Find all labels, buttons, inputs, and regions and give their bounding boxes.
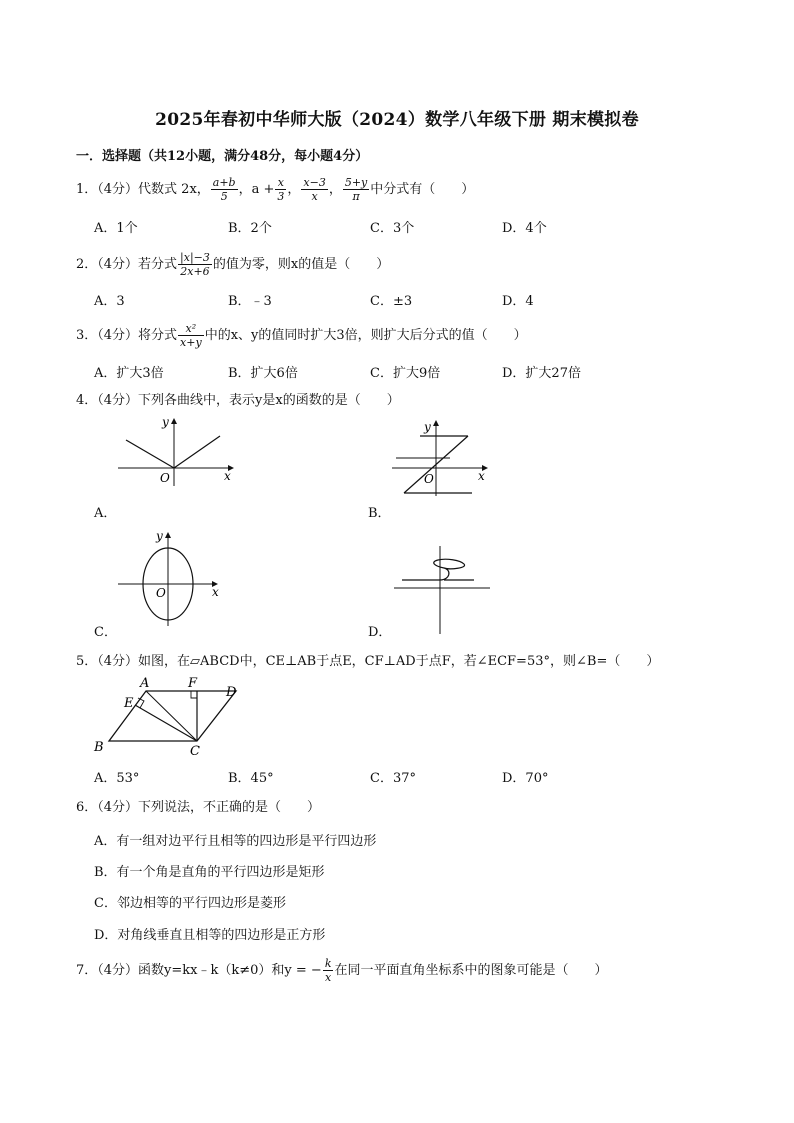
q1-prefix: 1．（4分）代数式 2x，	[76, 182, 210, 197]
q4-option-b[interactable]: B．	[368, 506, 391, 521]
q5-options	[94, 767, 694, 785]
q1-option-d[interactable]: D．4个	[502, 221, 547, 236]
q5-option-c[interactable]: C．37°	[370, 771, 416, 786]
q3-fraction-1: $\frac{\text{x²}}{x+y}$	[180, 322, 202, 349]
q1-suffix: 中分式有（ ）	[370, 182, 475, 197]
origin-label: O	[160, 471, 170, 485]
q4-graph-d	[390, 540, 500, 636]
q7-prefix: 7．（4分）函数y=kx﹣k（k≠0）和y = −	[76, 963, 322, 978]
question-3	[76, 322, 527, 349]
q4-graph-a	[112, 414, 242, 488]
q2-option-c[interactable]: C．±3	[370, 294, 413, 309]
q5-parallelogram-figure	[90, 675, 250, 761]
q2-option-d[interactable]: D．4	[502, 294, 534, 309]
q7-fraction-1: $\frac{k}{x}$	[324, 957, 332, 984]
q1-fraction-1: $\frac{a+b}{5}$	[212, 176, 236, 203]
origin-label: O	[156, 586, 166, 600]
q1-options	[94, 217, 694, 235]
axis-x-label: x	[224, 469, 231, 483]
page-title: 2025年春初中华师大版（2024）数学八年级下册 期末模拟卷	[155, 110, 639, 130]
point-b-label: B	[94, 740, 104, 755]
q6-option-d[interactable]: D．对角线垂直且相等的四边形是正方形	[94, 928, 326, 943]
q6-option-a[interactable]: A．有一组对边平行且相等的四边形是平行四边形	[94, 834, 377, 849]
q3-prefix: 3．（4分）将分式	[76, 328, 178, 343]
q4-graph-b	[390, 414, 500, 500]
q5-option-a[interactable]: A．53°	[94, 771, 140, 786]
question-5: 5．（4分）如图，在▱ABCD中，CE⊥AB于点E，CF⊥AD于点F，若∠ECF=53°，则∠B=（ ）	[76, 654, 660, 669]
axis-x-label: x	[212, 585, 219, 599]
axis-y-label: y	[424, 420, 431, 434]
q5-option-b[interactable]: B．45°	[228, 771, 274, 786]
q4-option-d[interactable]: D．	[368, 625, 392, 640]
q4-graph-c	[112, 526, 232, 626]
q1-option-b[interactable]: B．2个	[228, 221, 272, 236]
point-d-label: D	[226, 685, 237, 700]
q3-option-b[interactable]: B．扩大6倍	[228, 366, 298, 381]
q1-sep-3: ，	[328, 182, 342, 197]
q1-sep-1: ，a +	[238, 182, 275, 197]
q2-option-a[interactable]: A．3	[94, 294, 125, 309]
q2-suffix: 的值为零，则x的值是（ ）	[212, 257, 390, 272]
q1-option-a[interactable]: A．1个	[94, 221, 138, 236]
question-4: 4．（4分）下列各曲线中，表示y是x的函数的是（ ）	[76, 393, 400, 408]
question-2	[76, 251, 389, 278]
point-a-label: A	[140, 676, 150, 691]
q7-suffix: 在同一平面直角坐标系中的图象可能是（ ）	[334, 963, 608, 978]
q6-option-c[interactable]: C．邻边相等的平行四边形是菱形	[94, 896, 286, 911]
q6-option-b[interactable]: B．有一个角是直角的平行四边形是矩形	[94, 865, 325, 880]
q3-option-c[interactable]: C．扩大9倍	[370, 366, 441, 381]
q2-prefix: 2．（4分）若分式	[76, 257, 178, 272]
q1-fraction-2: $\frac{x}{3}$	[277, 176, 285, 203]
q4-option-c[interactable]: C．	[94, 625, 117, 640]
point-c-label: C	[190, 744, 200, 759]
point-f-label: F	[188, 676, 198, 691]
q1-sep-2: ，	[287, 182, 301, 197]
q2-options	[94, 290, 694, 308]
q3-suffix: 中的x、y的值同时扩大3倍，则扩大后分式的值（ ）	[204, 328, 527, 343]
q1-option-c[interactable]: C．3个	[370, 221, 415, 236]
question-7	[76, 957, 608, 984]
axis-y-label: y	[162, 415, 169, 429]
q1-fraction-4: $\frac{5+y}{\pi}$	[344, 176, 368, 203]
point-e-label: E	[124, 696, 134, 711]
question-6: 6．（4分）下列说法，不正确的是（ ）	[76, 800, 321, 815]
axis-y-label: y	[156, 529, 163, 543]
q2-option-b[interactable]: B．﹣3	[228, 294, 272, 309]
question-1	[76, 176, 474, 203]
q3-options	[94, 362, 694, 380]
section-heading: 一．选择题（共12小题，满分48分，每小题4分）	[76, 149, 369, 164]
q4-option-a[interactable]: A．	[94, 506, 117, 521]
q1-fraction-3: $\frac{x-3}{x}$	[303, 176, 326, 203]
q3-option-d[interactable]: D．扩大27倍	[502, 366, 581, 381]
q2-fraction-1: $\frac{|x|-3}{2x+6}$	[180, 251, 210, 278]
q5-option-d[interactable]: D．70°	[502, 771, 549, 786]
origin-label: O	[424, 472, 434, 486]
q3-option-a[interactable]: A．扩大3倍	[94, 366, 164, 381]
axis-x-label: x	[478, 469, 485, 483]
